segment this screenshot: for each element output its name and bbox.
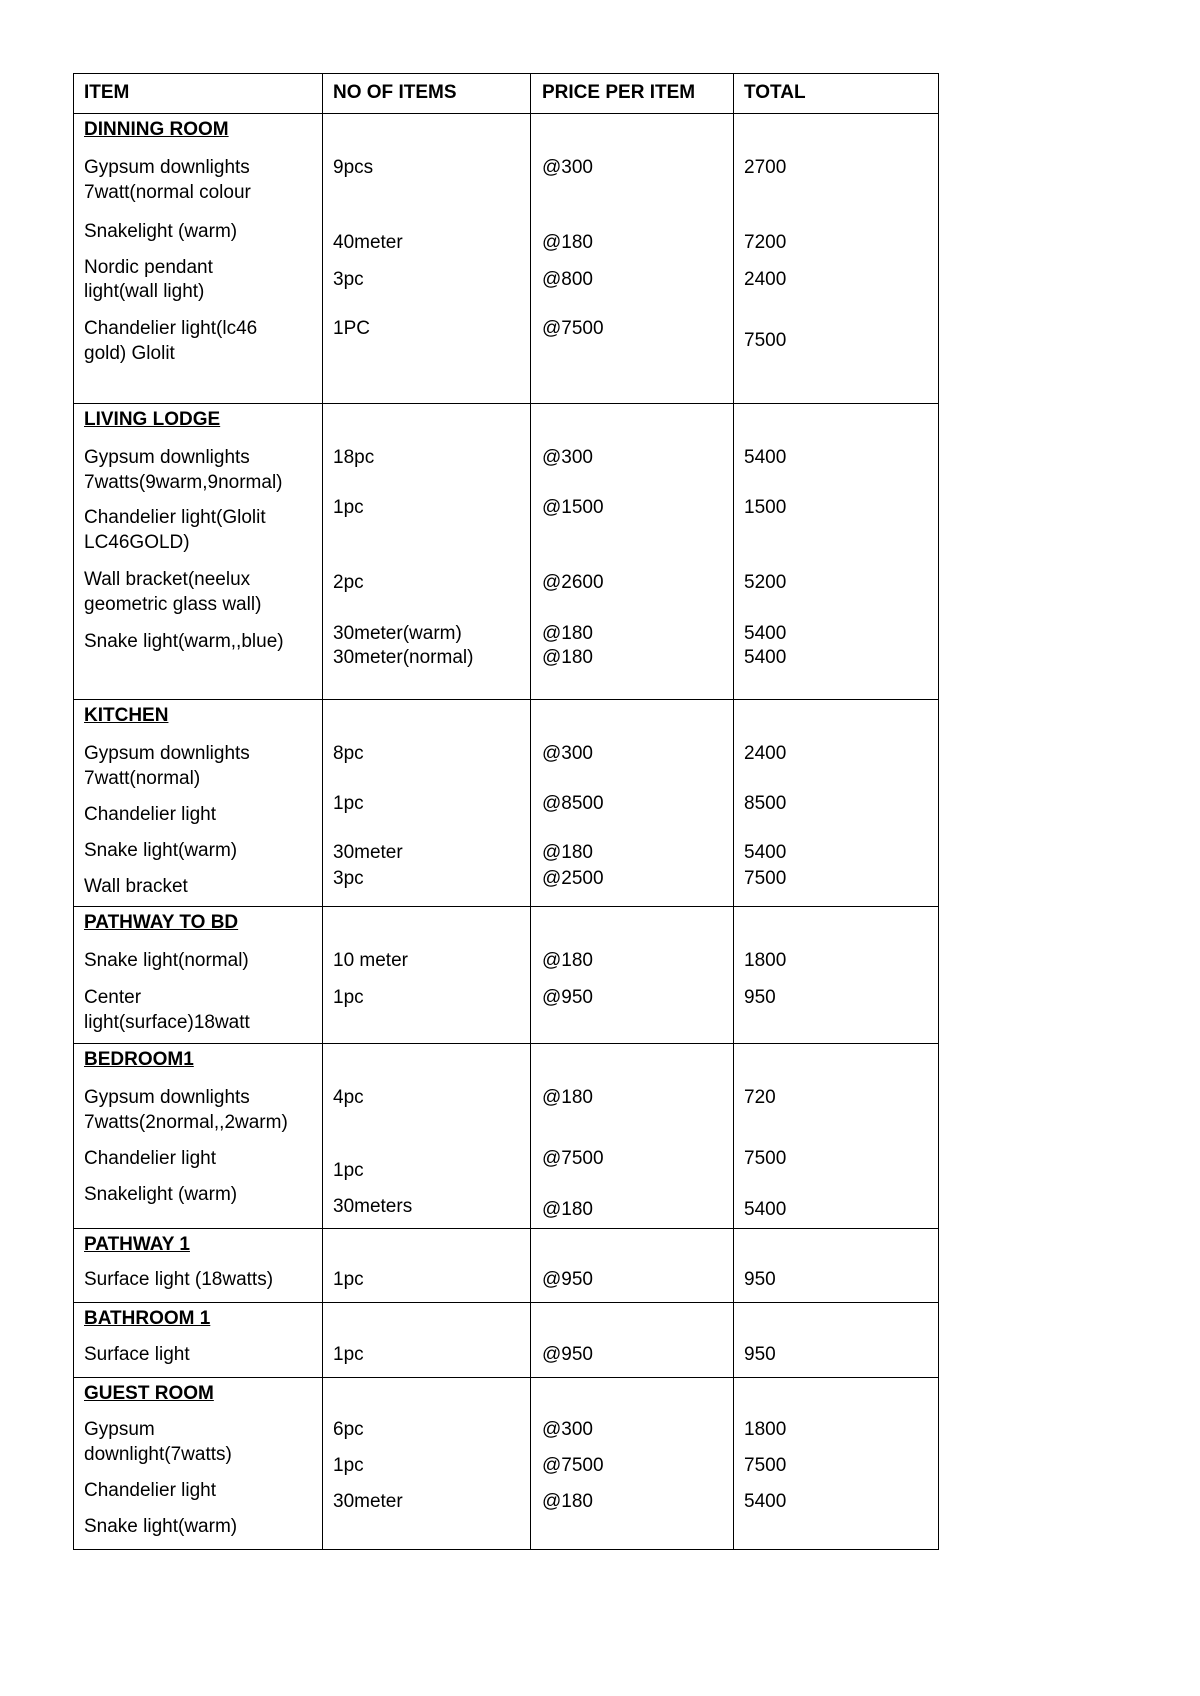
cell-qty: 40meter	[333, 232, 403, 253]
cell-price: @2500	[542, 868, 604, 889]
cell-total: 7500	[744, 1455, 787, 1476]
cell-item: Surface light	[84, 1344, 190, 1365]
cell-item: Snakelight (warm)	[84, 221, 238, 242]
column-divider	[530, 1378, 531, 1549]
cell-total: 7500	[744, 1148, 787, 1169]
section-title: BATHROOM 1	[84, 1308, 211, 1329]
cell-price: @1500	[542, 497, 604, 518]
table-header-row	[74, 74, 938, 114]
cell-item: Chandelier light(Glolit	[84, 507, 266, 528]
cell-total: 2400	[744, 743, 787, 764]
cell-item: geometric glass wall)	[84, 594, 262, 615]
column-divider	[530, 700, 531, 906]
cell-total: 7500	[744, 868, 787, 889]
cell-item: downlight(7watts)	[84, 1444, 232, 1465]
cell-qty: 1pc	[333, 1160, 364, 1181]
cell-qty: 30meter	[333, 1491, 403, 1512]
cell-qty: 4pc	[333, 1087, 364, 1108]
cell-qty: 30meter(normal)	[333, 647, 474, 668]
cell-qty: 9pcs	[333, 157, 374, 178]
room-section	[74, 114, 938, 404]
cell-price: @950	[542, 1269, 593, 1290]
column-header: TOTAL	[744, 82, 806, 103]
cell-total: 5400	[744, 1199, 787, 1220]
cell-total: 5400	[744, 623, 787, 644]
cell-item: 7watt(normal colour	[84, 182, 251, 203]
column-divider	[530, 74, 531, 113]
cell-qty: 3pc	[333, 868, 364, 889]
cell-item: Gypsum downlights	[84, 1087, 250, 1108]
cell-qty: 1pc	[333, 1455, 364, 1476]
cell-total: 7200	[744, 232, 787, 253]
cell-total: 1500	[744, 497, 787, 518]
cell-total: 720	[744, 1087, 776, 1108]
cell-price: @180	[542, 842, 593, 863]
column-divider	[530, 404, 531, 699]
cell-price: @180	[542, 1087, 593, 1108]
column-divider	[322, 404, 323, 699]
cell-total: 5200	[744, 572, 787, 593]
cell-price: @180	[542, 647, 593, 668]
cell-price: @180	[542, 232, 593, 253]
cell-item: Snake light(normal)	[84, 950, 249, 971]
cell-item: Wall bracket	[84, 876, 188, 897]
cell-item: light(surface)18watt	[84, 1012, 250, 1033]
column-header: PRICE PER ITEM	[542, 82, 696, 103]
cell-item: Surface light (18watts)	[84, 1269, 274, 1290]
room-section	[74, 700, 938, 907]
column-divider	[530, 1229, 531, 1302]
column-divider	[733, 1044, 734, 1228]
section-title: LIVING LODGE	[84, 409, 221, 430]
cell-item: Chandelier light	[84, 804, 217, 825]
cell-price: @300	[542, 447, 593, 468]
cell-price: @800	[542, 269, 593, 290]
cell-qty: 1pc	[333, 987, 364, 1008]
cell-price: @180	[542, 623, 593, 644]
cell-item: 7watts(9warm,9normal)	[84, 472, 283, 493]
column-divider	[733, 114, 734, 403]
cell-qty: 18pc	[333, 447, 375, 468]
cell-qty: 1pc	[333, 793, 364, 814]
column-divider	[530, 1044, 531, 1228]
cell-price: @180	[542, 1491, 593, 1512]
cell-price: @180	[542, 1199, 593, 1220]
column-divider	[322, 1378, 323, 1549]
cell-item: Snake light(warm)	[84, 1516, 238, 1537]
column-divider	[530, 907, 531, 1043]
column-divider	[733, 1378, 734, 1549]
column-divider	[322, 700, 323, 906]
room-section	[74, 1303, 938, 1378]
column-header: ITEM	[84, 82, 130, 103]
cell-price: @8500	[542, 793, 604, 814]
cell-item: Snake light(warm,,blue)	[84, 631, 284, 652]
cell-total: 7500	[744, 330, 787, 351]
cell-qty: 10 meter	[333, 950, 408, 971]
cell-qty: 30meters	[333, 1196, 413, 1217]
cell-qty: 1pc	[333, 1344, 364, 1365]
cell-price: @300	[542, 1419, 593, 1440]
section-title: KITCHEN	[84, 705, 169, 726]
column-header: NO OF ITEMS	[333, 82, 457, 103]
cell-total: 5400	[744, 842, 787, 863]
cell-item: Gypsum	[84, 1419, 155, 1440]
room-section	[74, 1044, 938, 1229]
cell-total: 1800	[744, 950, 787, 971]
section-title: PATHWAY 1	[84, 1234, 190, 1255]
cell-total: 950	[744, 1269, 776, 1290]
column-divider	[733, 1229, 734, 1302]
cell-qty: 30meter(warm)	[333, 623, 462, 644]
cell-price: @7500	[542, 1148, 604, 1169]
column-divider	[733, 907, 734, 1043]
cell-price: @950	[542, 987, 593, 1008]
cell-total: 5400	[744, 647, 787, 668]
room-section	[74, 907, 938, 1044]
cell-item: Nordic pendant	[84, 257, 213, 278]
cell-qty: 2pc	[333, 572, 364, 593]
room-section	[74, 404, 938, 700]
cell-item: Gypsum downlights	[84, 157, 250, 178]
column-divider	[530, 1303, 531, 1377]
cell-item: light(wall light)	[84, 281, 205, 302]
cell-item: Gypsum downlights	[84, 447, 250, 468]
cell-item: Chandelier light(lc46	[84, 318, 258, 339]
column-divider	[322, 114, 323, 403]
cell-item: Snakelight (warm)	[84, 1184, 238, 1205]
cell-qty: 3pc	[333, 269, 364, 290]
column-divider	[733, 1303, 734, 1377]
cell-item: Wall bracket(neelux	[84, 569, 251, 590]
cell-item: LC46GOLD)	[84, 532, 190, 553]
cell-total: 2700	[744, 157, 787, 178]
column-divider	[530, 114, 531, 403]
cell-item: 7watt(normal)	[84, 768, 201, 789]
column-divider	[733, 404, 734, 699]
section-title: GUEST ROOM	[84, 1383, 214, 1404]
cell-item: Chandelier light	[84, 1480, 217, 1501]
column-divider	[322, 907, 323, 1043]
cell-price: @180	[542, 950, 593, 971]
cell-item: Center	[84, 987, 142, 1008]
cell-item: Chandelier light	[84, 1148, 217, 1169]
room-section	[74, 1378, 938, 1549]
cell-price: @300	[542, 157, 593, 178]
column-divider	[733, 700, 734, 906]
column-divider	[733, 74, 734, 113]
cell-total: 1800	[744, 1419, 787, 1440]
cell-price: @7500	[542, 318, 604, 339]
section-title: BEDROOM1	[84, 1049, 194, 1070]
cell-price: @7500	[542, 1455, 604, 1476]
cell-item: Snake light(warm)	[84, 840, 238, 861]
cell-total: 2400	[744, 269, 787, 290]
cell-total: 5400	[744, 447, 787, 468]
cell-price: @2600	[542, 572, 604, 593]
cell-qty: 8pc	[333, 743, 364, 764]
cell-qty: 1pc	[333, 497, 364, 518]
cell-total: 950	[744, 987, 776, 1008]
cell-total: 8500	[744, 793, 787, 814]
column-divider	[322, 1044, 323, 1228]
column-divider	[322, 1229, 323, 1302]
column-divider	[322, 74, 323, 113]
cell-price: @300	[542, 743, 593, 764]
room-section	[74, 1229, 938, 1303]
cell-qty: 30meter	[333, 842, 403, 863]
cell-item: 7watts(2normal,,2warm)	[84, 1112, 288, 1133]
section-title: DINNING ROOM	[84, 119, 229, 140]
cell-total: 950	[744, 1344, 776, 1365]
column-divider	[322, 1303, 323, 1377]
cell-qty: 1pc	[333, 1269, 364, 1290]
section-title: PATHWAY TO BD	[84, 912, 239, 933]
cell-price: @950	[542, 1344, 593, 1365]
lighting-quote-table	[73, 73, 939, 1550]
cell-qty: 6pc	[333, 1419, 364, 1440]
cell-item: Gypsum downlights	[84, 743, 250, 764]
cell-qty: 1PC	[333, 318, 370, 339]
cell-total: 5400	[744, 1491, 787, 1512]
cell-item: gold) Glolit	[84, 343, 175, 364]
